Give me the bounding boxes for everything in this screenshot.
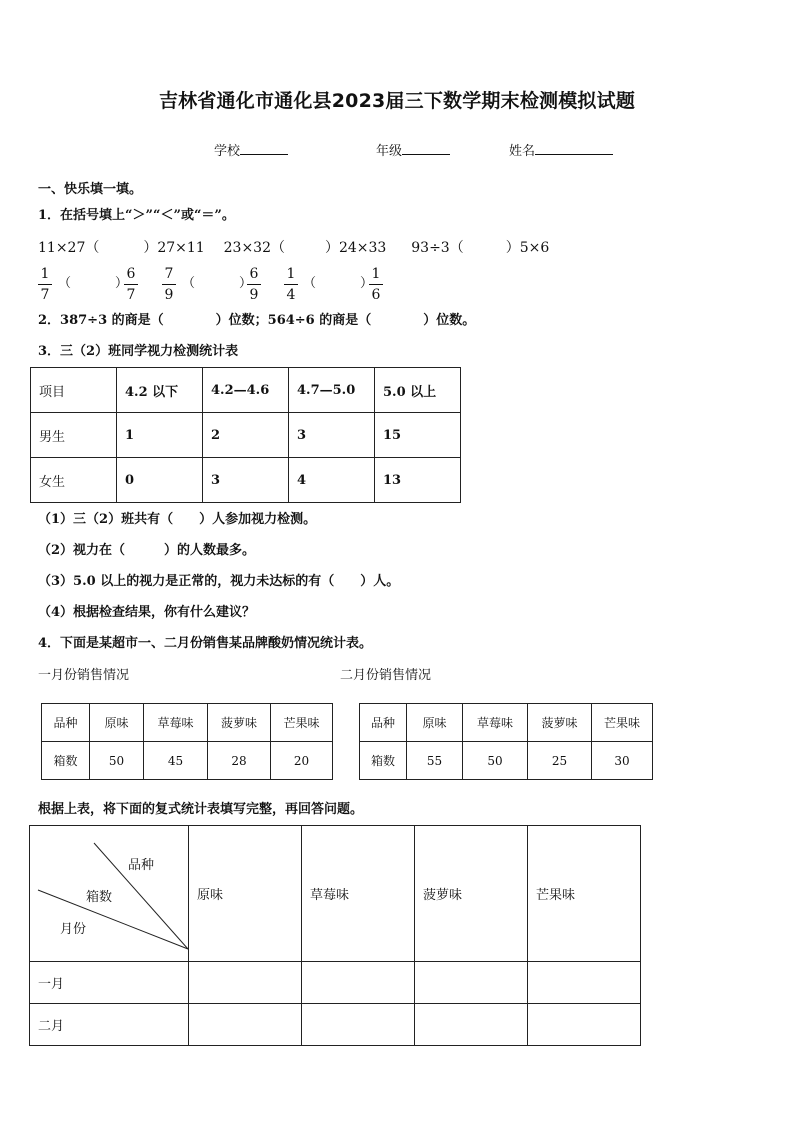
school-label: 学校 — [214, 144, 241, 159]
combined-input-cell[interactable] — [302, 1004, 415, 1046]
vision-cell: 0 — [117, 458, 203, 503]
fraction-2: 6 7 — [124, 266, 138, 303]
vision-cell: 3 — [203, 458, 289, 503]
combined-row-label: 二月 — [30, 1004, 189, 1046]
sales-header-cell: 草莓味 — [463, 704, 528, 742]
sales-cell: 25 — [528, 742, 592, 780]
sales-header-cell: 菠萝味 — [528, 704, 592, 742]
vision-row-label: 女生 — [31, 458, 117, 503]
feb-table-title: 二月份销售情况 — [340, 668, 432, 683]
fraction-6: 1 6 — [369, 266, 383, 303]
fraction-3: 7 9 — [162, 266, 176, 303]
sales-header-cell: 品种 — [42, 704, 90, 742]
fraction-4: 6 9 — [247, 266, 261, 303]
table-row — [360, 742, 653, 780]
sales-cell: 28 — [208, 742, 271, 780]
q1-fraction-blank-1[interactable]: （ ） — [58, 276, 129, 291]
q1-fraction-blank-3[interactable]: （ ） — [303, 276, 374, 291]
q2-text: 2．387÷3 的商是（ ）位数；564÷6 的商是（ ）位数。 — [38, 313, 476, 328]
table-row — [31, 458, 461, 503]
school-field[interactable] — [214, 142, 288, 160]
diagonal-header-cell — [30, 826, 189, 962]
grade-label: 年级 — [376, 144, 403, 159]
name-label: 姓名 — [509, 144, 536, 159]
school-blank[interactable] — [240, 142, 288, 155]
combined-col-header: 芒果味 — [528, 826, 641, 962]
name-blank[interactable] — [535, 142, 613, 155]
grade-blank[interactable] — [402, 142, 450, 155]
q1-expr-c: 23×32（ — [223, 240, 285, 256]
vision-cell: 4 — [289, 458, 375, 503]
diagonal-lines — [30, 826, 196, 962]
table-row — [42, 742, 333, 780]
sales-row-label: 箱数 — [42, 742, 90, 780]
combined-input-cell[interactable] — [415, 962, 528, 1004]
diag-label-top: 品种 — [128, 858, 155, 873]
vision-cell: 15 — [375, 413, 461, 458]
section-heading: 一、快乐填一填。 — [38, 182, 143, 197]
sales-header-cell: 草莓味 — [144, 704, 208, 742]
sales-header-cell: 原味 — [407, 704, 463, 742]
q4-label: 4．下面是某超市一、二月份销售某品牌酸奶情况统计表。 — [38, 636, 373, 651]
q3-sub3: （3）5.0 以上的视力是正常的，视力未达标的有（ ）人。 — [38, 574, 400, 589]
q3-sub2: （2）视力在（ ）的人数最多。 — [38, 543, 256, 558]
feb-sales-table — [359, 703, 653, 780]
combined-row-label: 一月 — [30, 962, 189, 1004]
combined-input-cell[interactable] — [528, 962, 641, 1004]
sales-cell: 50 — [463, 742, 528, 780]
combined-input-cell[interactable] — [189, 962, 302, 1004]
sales-header-cell: 菠萝味 — [208, 704, 271, 742]
q1-expr-f: ）5×6 — [505, 240, 550, 256]
q1-expr-b: ）27×11 — [143, 240, 205, 256]
sales-cell: 20 — [271, 742, 333, 780]
vision-header-cell: 5.0 以上 — [375, 368, 461, 413]
table-row — [30, 1004, 641, 1046]
q1-compare-row — [38, 240, 549, 256]
vision-header-row — [31, 368, 461, 413]
vision-row-label: 男生 — [31, 413, 117, 458]
combined-input-cell[interactable] — [189, 1004, 302, 1046]
combined-input-cell[interactable] — [528, 1004, 641, 1046]
q1-expr-a: 11×27（ — [38, 240, 100, 256]
vision-header-cell: 4.2 以下 — [117, 368, 203, 413]
combined-input-cell[interactable] — [415, 1004, 528, 1046]
q1-expr-e: 93÷3（ — [411, 240, 464, 256]
sales-header-cell: 芒果味 — [592, 704, 653, 742]
sales-cell: 30 — [592, 742, 653, 780]
jan-sales-table — [41, 703, 333, 780]
sales-cell: 50 — [90, 742, 144, 780]
sales-cell: 45 — [144, 742, 208, 780]
fraction-5: 1 4 — [284, 266, 298, 303]
q1-fraction-blank-2[interactable]: （ ） — [182, 276, 253, 291]
q3-sub4: （4）根据检查结果，你有什么建议？ — [38, 605, 256, 620]
jan-table-title: 一月份销售情况 — [38, 668, 130, 683]
table-row — [30, 826, 641, 962]
combined-table — [29, 825, 641, 1046]
sales-header-cell: 品种 — [360, 704, 407, 742]
combined-input-cell[interactable] — [302, 962, 415, 1004]
page-title: 吉林省通化市通化县2023届三下数学期末检测模拟试题 — [158, 90, 636, 112]
vision-cell: 2 — [203, 413, 289, 458]
diag-label-mid: 箱数 — [86, 890, 113, 905]
vision-cell: 13 — [375, 458, 461, 503]
sales-cell: 55 — [407, 742, 463, 780]
combined-col-header: 草莓味 — [302, 826, 415, 962]
q1-expr-d: ）24×33 — [324, 240, 387, 256]
vision-cell: 1 — [117, 413, 203, 458]
combined-col-header: 原味 — [189, 826, 302, 962]
vision-header-cell: 4.7—5.0 — [289, 368, 375, 413]
vision-table — [30, 367, 461, 503]
q3-sub1: （1）三（2）班共有（ ）人参加视力检测。 — [38, 512, 317, 527]
table-row — [360, 704, 653, 742]
sales-header-cell: 芒果味 — [271, 704, 333, 742]
q3-label: 3．三（2）班同学视力检测统计表 — [38, 344, 239, 359]
q4-instruction: 根据上表，将下面的复式统计表填写完整，再回答问题。 — [38, 802, 364, 817]
table-row — [31, 413, 461, 458]
sales-row-label: 箱数 — [360, 742, 407, 780]
vision-header-cell: 4.2—4.6 — [203, 368, 289, 413]
vision-cell: 3 — [289, 413, 375, 458]
diag-label-bottom: 月份 — [60, 922, 87, 937]
fraction-1: 1 7 — [38, 266, 52, 303]
table-row — [42, 704, 333, 742]
grade-field[interactable] — [376, 142, 450, 160]
q1-label: 1．在括号填上“＞”“＜”或“＝”。 — [38, 208, 235, 223]
table-row — [30, 962, 641, 1004]
vision-header-cell: 项目 — [31, 368, 117, 413]
name-field[interactable] — [509, 142, 613, 160]
combined-col-header: 菠萝味 — [415, 826, 528, 962]
sales-header-cell: 原味 — [90, 704, 144, 742]
